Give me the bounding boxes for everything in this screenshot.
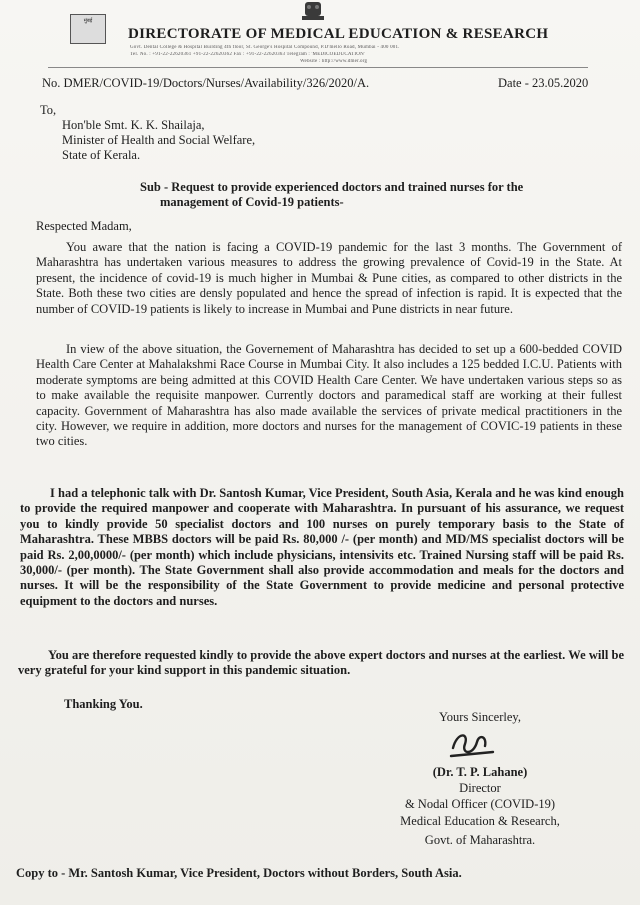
paragraph-2: In view of the above situation, the Governement of Maharashtra has decided to set up a 600-bedded COVID Health Care Center at Mahalakshmi Race Course in Mumbai City. It also includes a 125 bedded I.C.U. Patients with moderate symptoms are being admitted at this COVID Health Care Center. We have undertaken various steps so as to make available the requisite manpower. Currently doctors and paramedical staff are working at their fullest capacity. Government of Maharashtra has also made available the services of private medical practitioners in the city. However, we require in addition, more doctors and nurses for the management of COVIC-19 patients in these two cities. [36,342,622,449]
logo-caption: मुंबई [83,19,93,24]
subject-line-1: Sub - Request to provide experienced doctors and trained nurses for the [140,180,524,194]
subject-line-2: management of Covid-19 patients- [160,195,344,209]
letterhead-title: DIRECTORATE OF MEDICAL EDUCATION & RESEARCH [128,26,549,42]
letter-date: Date - 23.05.2020 [498,76,589,90]
signatory-dept: Medical Education & Research, [400,814,560,828]
handwritten-signature [447,726,497,762]
signatory-govt: Govt. of Maharashtra. [424,833,536,847]
letterhead-website: Website : http://www.dmer.org [300,59,368,64]
signatory-title: Director [459,781,501,795]
signatory-role: & Nodal Officer (COVID-19) [404,797,556,811]
reference-number: No. DMER/COVID-19/Doctors/Nurses/Availability/326/2020/A. [42,76,370,90]
recipient-name: Hon'ble Smt. K. K. Shailaja, [62,118,205,132]
paragraph-4: You are therefore requested kindly to provide the above expert doctors and nurses at the earliest. We will be very grateful for your kind support in this pandemic situation. [18,648,624,678]
signatory-name: (Dr. T. P. Lahane) [432,765,528,779]
national-emblem-icon [296,0,330,22]
recipient-state: State of Kerala. [62,148,141,162]
letterhead-contact: Tel. No. : +91-22-22620361 +91-22-22620362 Fax : +91-22-22620363 Telegram : 'MEDICOEDUCATION' [130,52,365,57]
header-divider [48,67,588,68]
paragraph-1: You aware that the nation is facing a COVID-19 pandemic for the last 3 months. The Government of Maharashtra has undertaken various measures to address the growing prevalence of Covid-19 in the State. At present, the incidence of covid-19 is much higher in Mumbai & Pune cities, as compared to other districts in the State. Both these two cities are densly populated and hence the spread of infection is rapid. It is expected that the number of COVID-19 patients is likely to increase in Mumbai and Pune districts in near future. [36,240,622,316]
subject [140,180,600,210]
closing-line: Thanking You. [64,697,143,711]
copy-to: Copy to - Mr. Santosh Kumar, Vice President, Doctors without Borders, South Asia. [16,866,462,880]
recipient-to: To, [40,103,57,117]
salutation: Respected Madam, [36,219,132,233]
dmer-logo [70,14,106,44]
letterhead-address: Govt. Dental College & Hospital Building 4th floor, St. George's Hospital Compound, P.D'mello Road, Mumbai - 400 001. [130,45,400,50]
paragraph-3: I had a telephonic talk with Dr. Santosh Kumar, Vice President, South Asia, Kerala and he was kind enough to provide the required manpower and cooperate with Maharashtra. In pursuant of his assurance, we request you to kindly provide 50 specialist doctors and 100 nurses on purely temporary basis to the State of Maharashtra. These MBBS doctors will be paid Rs. 80,000 /- (per month) and MD/MS specialist doctors will be paid Rs. 2,00,0000/- (per month) which include physicians, intensivits etc. Trained Nursing staff will be paid Rs. 30,000/- (per month). The State Government shall also provide accommodation and meals for the doctors and nurses. It will be the responsibility of the State Government to provide medicine and personal protective equipment to the doctors and nurses. [20,486,624,608]
yours-sincerely: Yours Sincerley, [439,710,521,724]
recipient-designation: Minister of Health and Social Welfare, [62,133,256,147]
